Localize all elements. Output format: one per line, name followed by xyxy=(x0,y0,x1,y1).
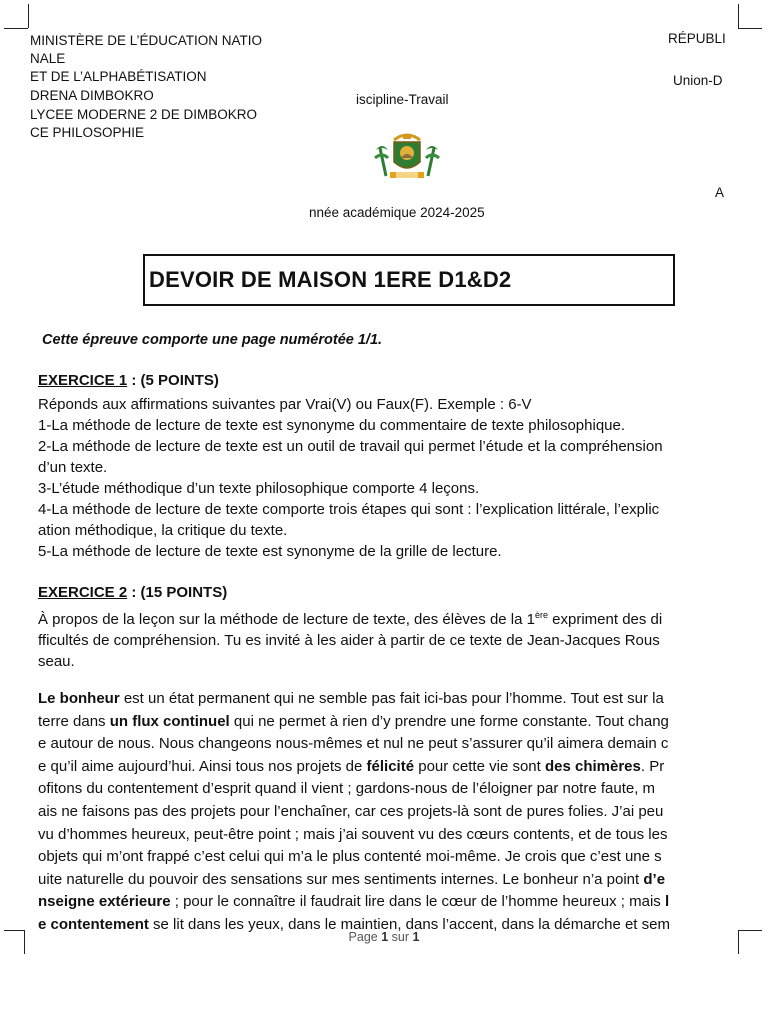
exercise-1-points: : (5 POINTS) xyxy=(127,372,219,389)
page-count-note: Cette épreuve comporte une page numérotée 1/1. xyxy=(42,332,383,348)
exercise-2-heading xyxy=(38,584,227,601)
assignment-title: DEVOIR DE MAISON 1ERE D1&D2 xyxy=(149,267,512,292)
ministry-line-2: NALE xyxy=(30,51,66,66)
footer-sur: sur xyxy=(391,930,410,944)
text-line-3: e autour de nous. Nous changeons nous-mêmes et nul ne peut s’assurer qu’il aimera demain c xyxy=(38,735,669,753)
exercise-1-item-1: 1-La méthode de lecture de texte est synonyme du commentaire de texte philosophique. xyxy=(38,417,626,434)
rousseau-text xyxy=(38,688,730,937)
text-line-6: ais ne faisons pas des projets pour l’enchaîner, car ces projets-là sont de pures folies. J’ai peu xyxy=(38,802,664,820)
exercise-2-intro-line-3: seau. xyxy=(38,653,75,670)
exercise-2-label: EXERCICE 2 xyxy=(38,584,128,601)
page-footer xyxy=(0,930,768,944)
exercise-2-points: : (15 POINTS) xyxy=(127,584,228,601)
drena-line: DRENA DIMBOKRO xyxy=(30,88,154,103)
exercise-1-instruction: Réponds aux affirmations suivantes par Vrai(V) ou Faux(F). Exemple : 6-V xyxy=(38,396,532,413)
coat-of-arms-icon xyxy=(374,128,440,182)
exercise-2-intro-line-2: fficultés de compréhension. Tu es invité à les aider à partir de ce texte de Jean-Jacques Rous xyxy=(38,632,660,649)
exercise-1-item-3: 3-L’étude méthodique d’un texte philosophique comporte 4 leçons. xyxy=(38,480,480,497)
exercise-1-heading xyxy=(38,372,219,389)
text-line-9: uite naturelle du pouvoir des sensations sur mes sentiments internes. Le bonheur n’a point d’e xyxy=(38,870,666,888)
school-line: LYCEE MODERNE 2 DE DIMBOKRO xyxy=(30,107,258,122)
ministry-line-1: MINISTÈRE DE L’ÉDUCATION NATIO xyxy=(30,33,263,48)
text-line-4: e qu’il aime aujourd’hui. Ainsi tous nos projets de félicité pour cette vie sont des chimères. Pr xyxy=(38,757,665,775)
exercise-1-body xyxy=(38,394,730,562)
text-line-8: objets qui m’ont frappé c’est celui qui m’a le plus contenté moi-même. Je crois que c’est une s xyxy=(38,848,662,866)
union-label: Union-D xyxy=(673,73,723,88)
exercise-1-item-4: 4-La méthode de lecture de texte comporte trois étapes qui sont : l’explication littérale, l’explic xyxy=(38,501,660,518)
text-line-2: terre dans un flux continuel qui ne permet à rien d’y prendre une forme constante. Tout chang xyxy=(38,712,669,730)
exercise-1-item-2: 2-La méthode de lecture de texte est un outil de travail qui permet l’étude et la compréhension xyxy=(38,438,663,455)
department-line: CE PHILOSOPHIE xyxy=(30,125,145,140)
exercise-1-item-4-cont: ation méthodique, la critique du texte. xyxy=(38,522,288,539)
academic-year: nnée académique 2024-2025 xyxy=(309,205,485,220)
footer-page-number: 1 xyxy=(381,930,389,944)
text-line-5: ofitons du contentement d’esprit quand il vient ; gardons-nous de l’éloigner par notre faute, m xyxy=(38,780,656,798)
motto-label: iscipline-Travail xyxy=(356,92,449,107)
exercise-2-intro xyxy=(38,605,730,672)
exercise-2-intro-line-1: À propos de la leçon sur la méthode de lecture de texte, des élèves de la 1ère expriment des di xyxy=(38,610,663,628)
text-line-11: e contentement se lit dans les yeux, dans le maintien, dans l’accent, dans la démarche et sem xyxy=(38,915,670,933)
footer-page-total: 1 xyxy=(412,930,420,944)
year-prefix-letter: A xyxy=(715,185,725,200)
exercise-1-label: EXERCICE 1 xyxy=(38,372,128,389)
footer-page-word: Page xyxy=(348,930,378,944)
ministry-line-3: ET DE L’ALPHABÉTISATION xyxy=(30,69,207,84)
exercise-1-item-2-cont: d’un texte. xyxy=(38,459,108,476)
text-line-7: vu d’hommes heureux, peut-être point ; mais j’ai souvent vu des cœurs contents, et de tous les xyxy=(38,825,668,843)
assignment-title-box xyxy=(143,254,675,306)
text-line-1: Le bonheur est un état permanent qui ne semble pas fait ici-bas pour l’homme. Tout est sur la xyxy=(38,690,664,707)
text-line-10: nseigne extérieure ; pour le connaître il faudrait lire dans le cœur de l’homme heureux ; mais l xyxy=(38,893,670,911)
republic-label: RÉPUBLI xyxy=(668,31,726,46)
exercise-1-item-5: 5-La méthode de lecture de texte est synonyme de la grille de lecture. xyxy=(38,543,502,560)
